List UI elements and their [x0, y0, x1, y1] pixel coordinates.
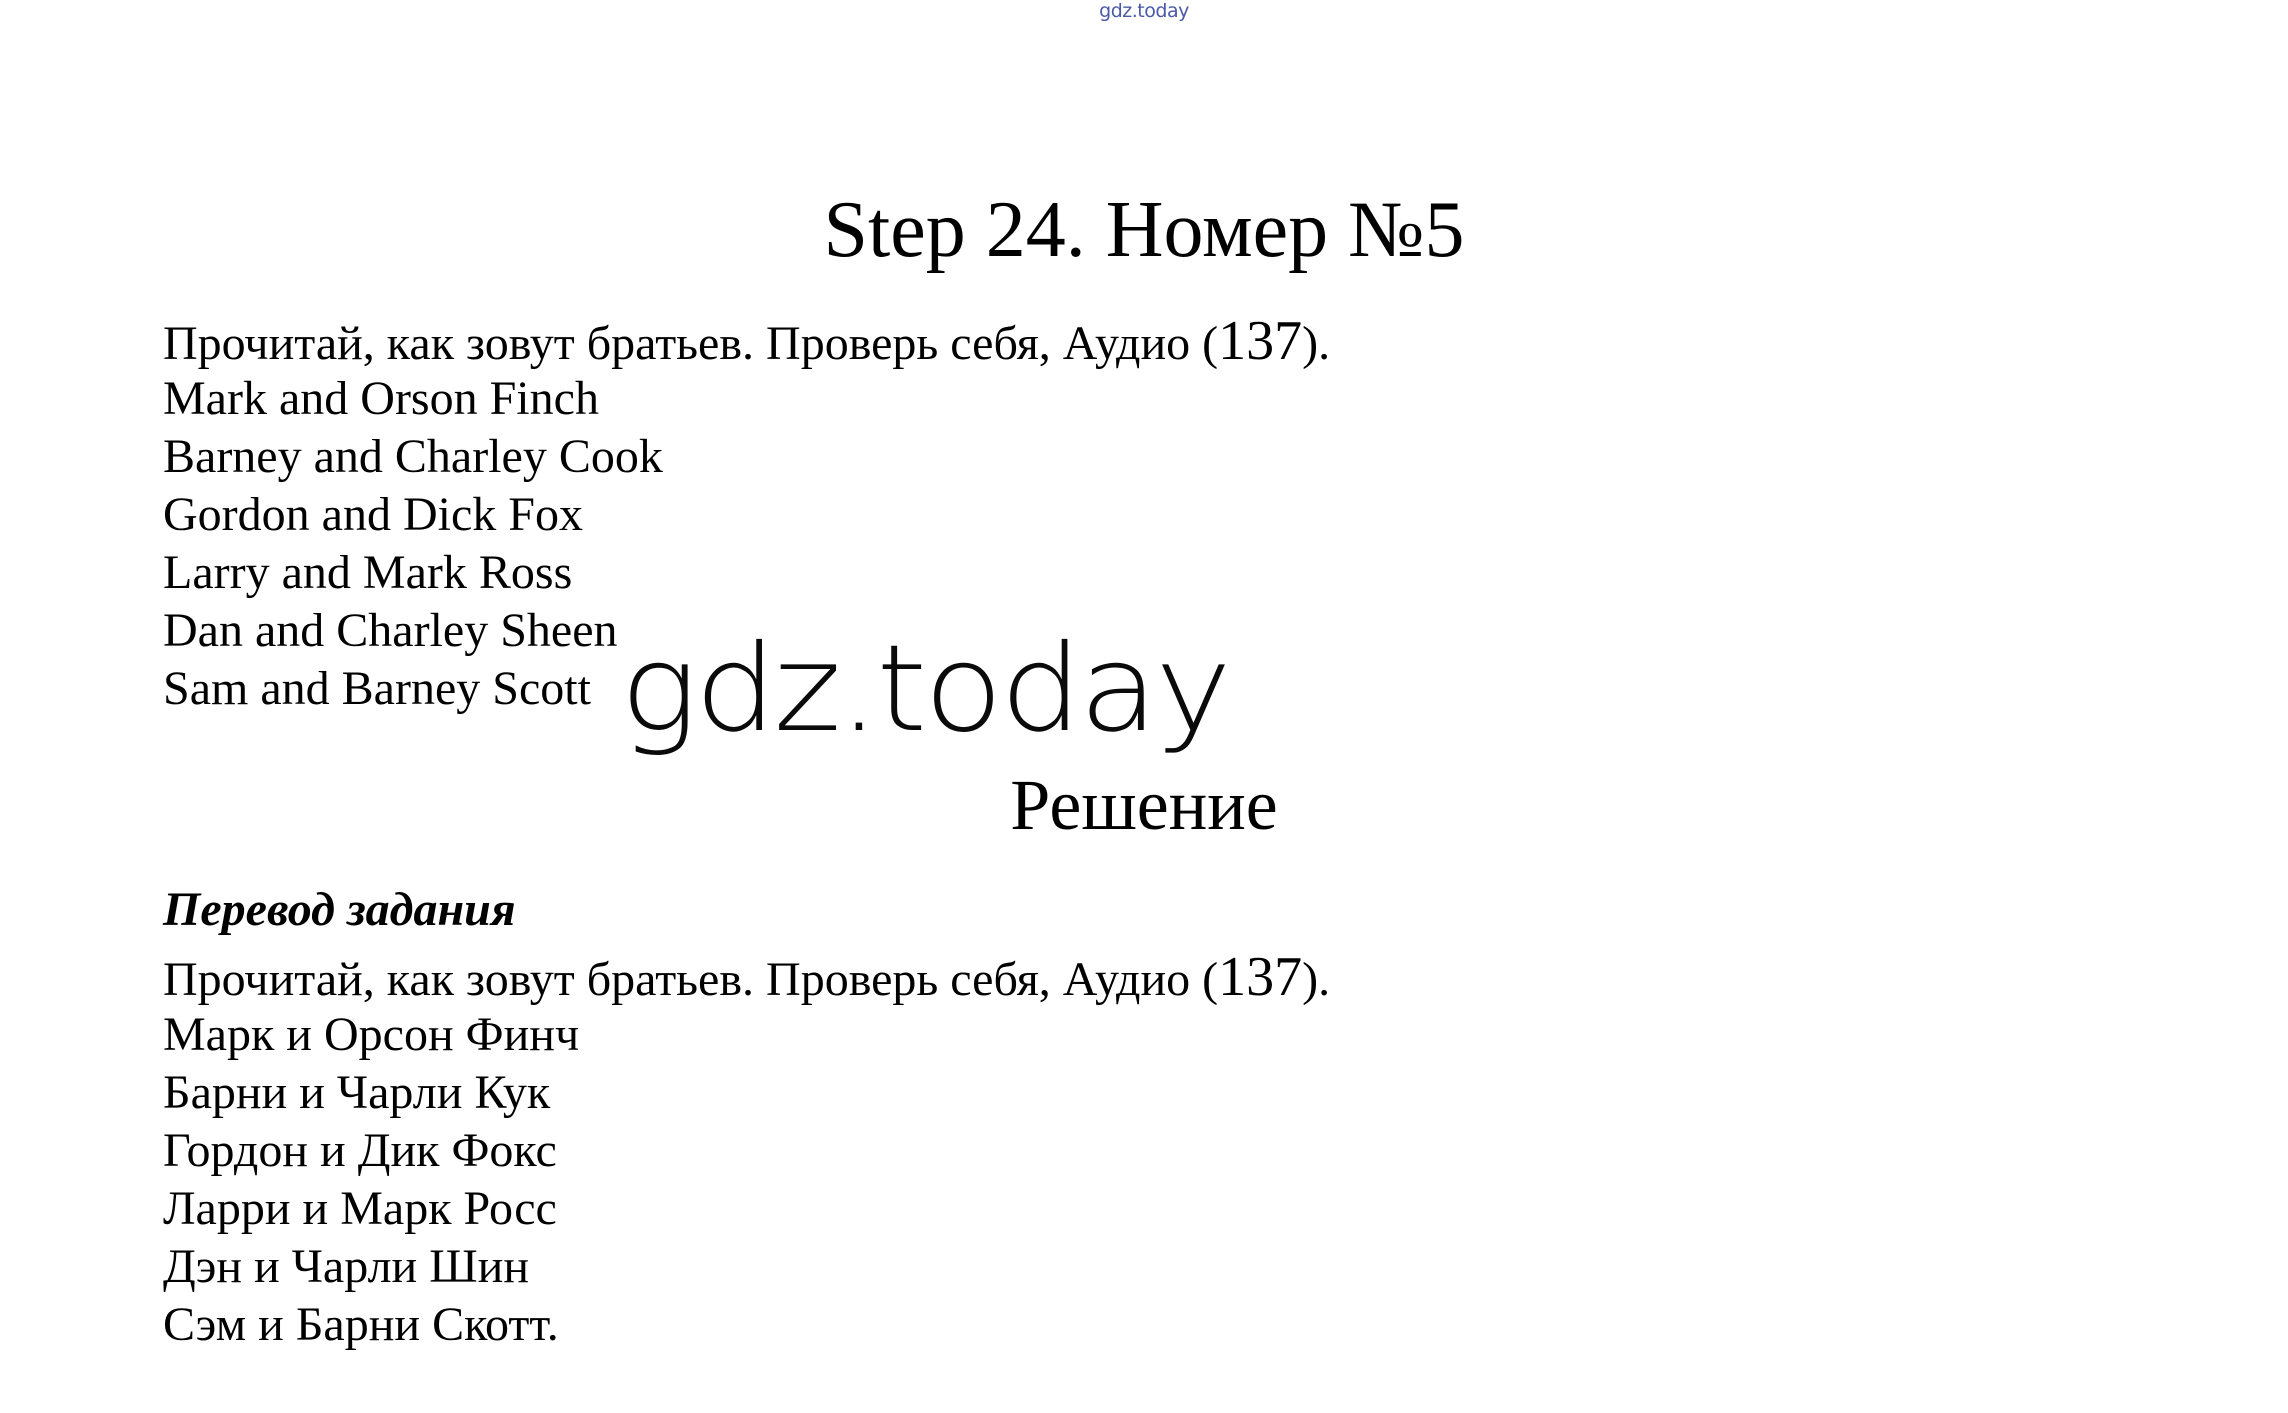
task-instruction-text: Прочитай, как зовут братьев. Проверь себя, Аудио (	[163, 317, 1219, 370]
translated-name-line: Сэм и Барни Скотт.	[163, 1298, 559, 1351]
site-watermark: gdz.today	[620, 620, 1229, 759]
audio-number: 137	[1218, 310, 1303, 372]
name-line: Dan and Charley Sheen	[163, 604, 618, 657]
translated-name-line: Дэн и Чарли Шин	[163, 1240, 530, 1293]
translated-name-line: Ларри и Марк Росс	[163, 1182, 557, 1235]
name-line: Larry and Mark Ross	[163, 546, 573, 599]
task-instruction-end: ).	[1302, 317, 1331, 370]
translation-instruction	[163, 948, 1330, 1006]
translated-name-line: Марк и Орсон Финч	[163, 1008, 580, 1061]
translation-instruction-text: Прочитай, как зовут братьев. Проверь себя, Аудио (	[163, 953, 1219, 1006]
translation-block	[163, 948, 1330, 1354]
solution-heading: Решение	[1010, 765, 1278, 845]
page-title: Step 24. Номер №5	[823, 186, 1465, 274]
name-line: Sam and Barney Scott	[163, 662, 591, 715]
name-line: Gordon and Dick Fox	[163, 488, 583, 541]
translation-instruction-end: ).	[1302, 953, 1331, 1006]
name-line: Mark and Orson Finch	[163, 372, 599, 425]
name-line: Barney and Charley Cook	[163, 430, 663, 483]
task-instruction	[163, 312, 1330, 370]
translation-heading: Перевод задания	[163, 883, 516, 936]
audio-number: 137	[1218, 946, 1303, 1008]
translated-name-line: Барни и Чарли Кук	[163, 1066, 551, 1119]
site-watermark-top: gdz.today	[1099, 0, 1189, 22]
translated-name-line: Гордон и Дик Фокс	[163, 1124, 557, 1177]
